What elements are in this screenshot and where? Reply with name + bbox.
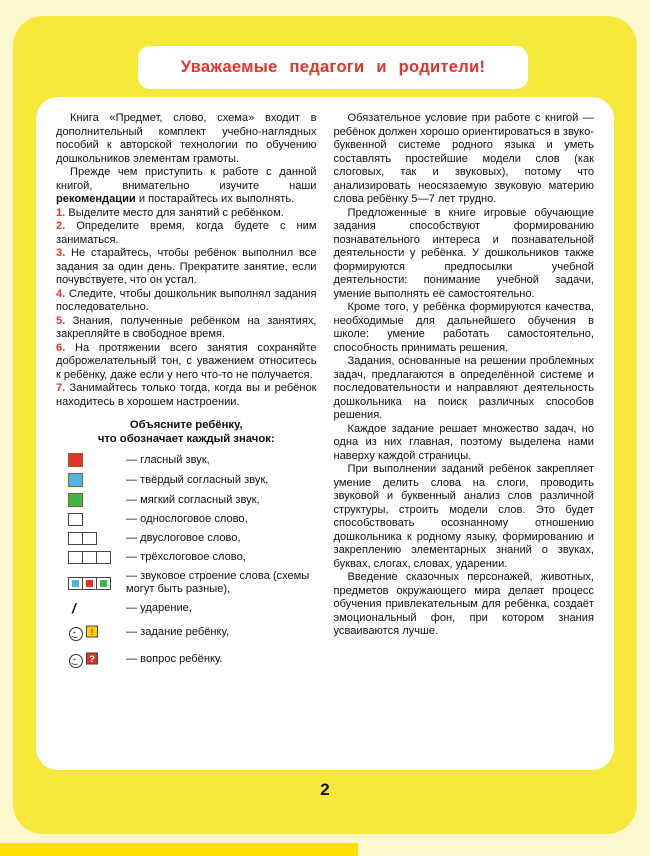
legend-label: — однослоговое слово, [126,513,248,525]
legend-row [68,473,317,487]
right-paragraph: Введение сказочных персонажей, животных, предметов окружающего мира делает процесс обучения привлекательным для ребёнка, создаёт эмоциональный фон, при котором знания усваиваются лучше. [333,571,594,637]
legend-label: — гласный звук, [126,453,210,466]
stress-mark-icon: / [72,600,76,616]
legend-label: — мягкий согласный звук, [126,493,260,506]
one-cell-icon [68,513,82,526]
list-text: Выделите место для занятий с ребёнком. [68,206,284,219]
right-paragraph: Предложенные в книге игровые обучающие задания способствуют формированию познавательного интереса и познавательной деятельности у ребёнка. У дошкольников также формируются предпосылки учебной деятельности: понимание учебной задачи, умение выполнять её самостоятельно. [333,206,594,300]
legend-label: — задание ребёнку, [126,625,230,638]
legend-row [68,570,317,596]
list-text: На протяжении всего занятия сохраняйте доброжелательный тон, с уважением относитесь к ребёнку, даже если у него что-то не получается. [56,341,317,381]
three-cell-icon [68,551,110,564]
list-item [56,342,317,383]
list-item [56,247,317,288]
list-item [56,382,317,409]
title-box [138,46,528,89]
svg-text:?: ? [89,653,95,664]
legend-row [68,649,317,670]
blue-square-icon [68,473,83,487]
green-square-icon [68,493,83,507]
two-cell-icon [68,532,96,545]
right-paragraph: При выполнении заданий ребёнок закрепляет умение делить слова на слоги, проводить звуковой и буквенный анализ слов различной структуры, строить модели слов. Это будет способствовать осознанному отношению дошкольника к родному языку, формированию и закреплению элементарных знаний о звуках, буквах, слогах, словах, ударении. [333,463,594,570]
legend-row [68,622,317,643]
legend-label: — трёхслоговое слово, [126,551,246,563]
intro2-pre: Прежде чем приступить к работе с данной книгой, внимательно изучите наши [56,166,317,192]
list-number: 1. [56,206,66,219]
page-number: 2 [320,780,330,799]
legend-row [68,493,317,507]
list-number: 7. [56,382,66,394]
legend-row [68,453,317,467]
legend-label: — двуслоговое слово, [126,532,241,544]
content-card [36,97,614,770]
list-item [56,288,317,315]
list-number: 6. [56,341,66,354]
list-text: Следите, чтобы дошкольник выполнял задания последовательно. [56,287,317,313]
right-paragraph: Кроме того, у ребёнка формируются качества, необходимые для дальнейшего обучения в школе: умение работать самостоятельно, способность принимать решения. [333,301,594,354]
legend-label: — твёрдый согласный звук, [126,473,269,486]
legend-label: — звуковое строение слова (схемы могут быть разные), [126,570,310,595]
right-column [334,112,595,760]
legend-row [68,513,317,526]
list-number: 4. [56,287,66,300]
legend-heading-line1: Объясните ребёнку, [129,419,243,431]
question-for-child-icon [68,649,99,670]
red-square-icon [68,453,83,467]
intro2-post: и постарайтесь их выполнять. [135,193,295,205]
intro-paragraph-2 [56,166,317,207]
list-item [56,220,317,247]
bottom-yellow-strip [0,843,358,856]
page-title: Уважаемые педагоги и родители! [180,58,486,76]
list-text: Занимайтесь только тогда, когда вы и ребёнок находитесь в хорошем настроении. [56,382,317,408]
intro2-bold: рекомендации [56,193,136,205]
list-text: Не старайтесь, чтобы ребёнок выполнил все задания за один день. Прекратите занятие, если почувствуете, что он устал. [56,247,317,286]
list-number: 3. [56,247,66,259]
list-number: 2. [56,220,66,232]
svg-text:!: ! [90,626,94,637]
list-item [56,315,317,342]
legend-heading-line2: что обозначает каждый значок: [97,433,275,445]
legend-row [68,532,317,545]
legend-row [68,551,317,564]
intro-paragraph-1: Книга «Предмет, слово, схема» входит в дополнительный комплект учебно-наглядных пособий к авторской технологии по обучению дошкольников элементам грамоты. [56,112,317,165]
list-text: Знания, полученные ребёнком на занятиях, закрепляйте в свободное время. [56,314,317,340]
right-paragraph: Обязательное условие при работе с книгой — ребёнок должен хорошо ориентироваться в звуко-буквенной системе родного языка и уметь составлять простейшие модели слов (как слоговых, так и звуковых), потому что анализировать неосязаемую звуковую материю слова ребёнку 5—7 лет трудно. [333,112,594,205]
list-number: 5. [56,314,66,327]
legend-label: — вопрос ребёнку. [126,652,223,665]
right-paragraph: Каждое задание решает множество задач, но одна из них главная, поэтому выделена нами наверху каждой страницы. [333,422,594,462]
task-for-child-icon [68,622,99,643]
list-item [56,207,317,221]
legend-label: — ударение, [126,602,192,615]
list-text: Определите время, когда будете с ним заниматься. [56,220,317,246]
right-paragraph: Задания, основанные на решении проблемных задач, предлагаются в определённой системе и последовательности и направляют деятельность дошкольника на поиск различных способов решения. [333,355,594,421]
left-column [56,112,317,760]
legend-heading [56,418,317,446]
sound-scheme-icon [68,577,110,590]
legend-row [68,602,317,616]
